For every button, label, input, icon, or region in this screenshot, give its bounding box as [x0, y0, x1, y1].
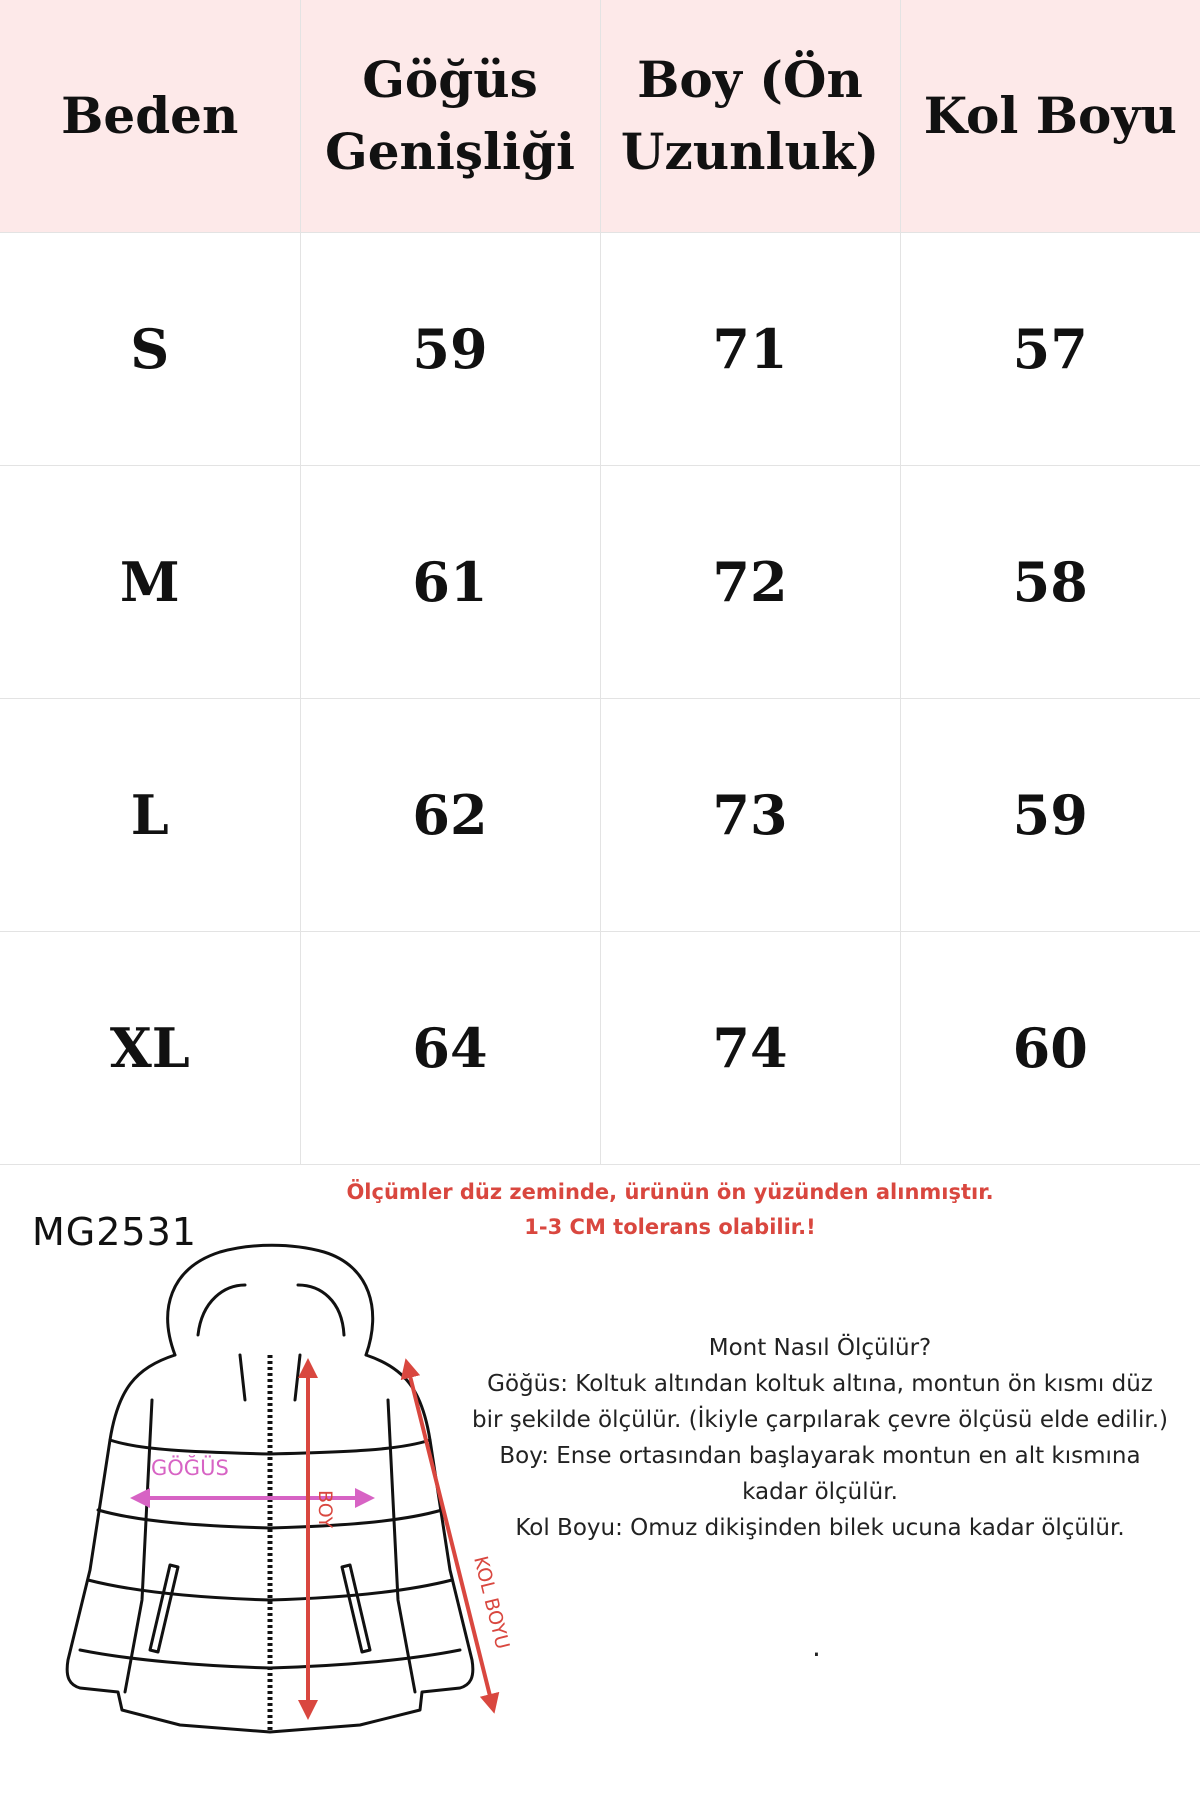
chest-label: GÖĞÜS	[151, 1456, 229, 1480]
cell-chest: 61	[300, 466, 600, 699]
instructions-sleeve: Kol Boyu: Omuz dikişinden bilek ucuna kadar ölçülür.	[515, 1515, 1125, 1541]
instructions-chest: Göğüs: Koltuk altından koltuk altına, montun ön kısmı düz bir şekilde ölçülür. (İkiyle çarpılarak çevre ölçüsü elde edilir.)	[472, 1371, 1168, 1433]
table-row	[0, 932, 1200, 1165]
header-chest-width: Göğüs Genişliği	[300, 0, 600, 233]
length-label: BOY	[314, 1490, 336, 1529]
cell-sleeve: 59	[900, 699, 1200, 932]
table-row	[0, 699, 1200, 932]
cell-size: L	[0, 699, 300, 932]
header-length: Boy (Ön Uzunluk)	[600, 0, 900, 233]
cell-size: XL	[0, 932, 300, 1165]
instructions-title: Mont Nasıl Ölçülür?	[708, 1335, 932, 1361]
footer-dot: .	[812, 1630, 821, 1663]
header-size: Beden	[0, 0, 300, 233]
cell-length: 73	[600, 699, 900, 932]
table-header-row	[0, 0, 1200, 233]
table-row	[0, 233, 1200, 466]
cell-chest: 62	[300, 699, 600, 932]
cell-length: 72	[600, 466, 900, 699]
cell-chest: 64	[300, 932, 600, 1165]
model-code: MG2531	[32, 1210, 197, 1254]
cell-size: S	[0, 233, 300, 466]
cell-size: M	[0, 466, 300, 699]
cell-length: 71	[600, 233, 900, 466]
tolerance-note: 1-3 CM tolerans olabilir.!	[524, 1215, 816, 1239]
header-sleeve-length: Kol Boyu	[900, 0, 1200, 233]
table-row	[0, 466, 1200, 699]
sleeve-label: KOL BOYU	[469, 1553, 514, 1652]
measuring-instructions	[470, 1330, 1170, 1546]
cell-sleeve: 57	[900, 233, 1200, 466]
instructions-length: Boy: Ense ortasından başlayarak montun en alt kısmına kadar ölçülür.	[499, 1443, 1141, 1505]
cell-sleeve: 58	[900, 466, 1200, 699]
cell-sleeve: 60	[900, 932, 1200, 1165]
measurement-note: Ölçümler düz zeminde, ürünün ön yüzünden alınmıştır.	[346, 1180, 994, 1204]
jacket-measurement-diagram	[30, 1240, 520, 1740]
cell-length: 74	[600, 932, 900, 1165]
cell-chest: 59	[300, 233, 600, 466]
